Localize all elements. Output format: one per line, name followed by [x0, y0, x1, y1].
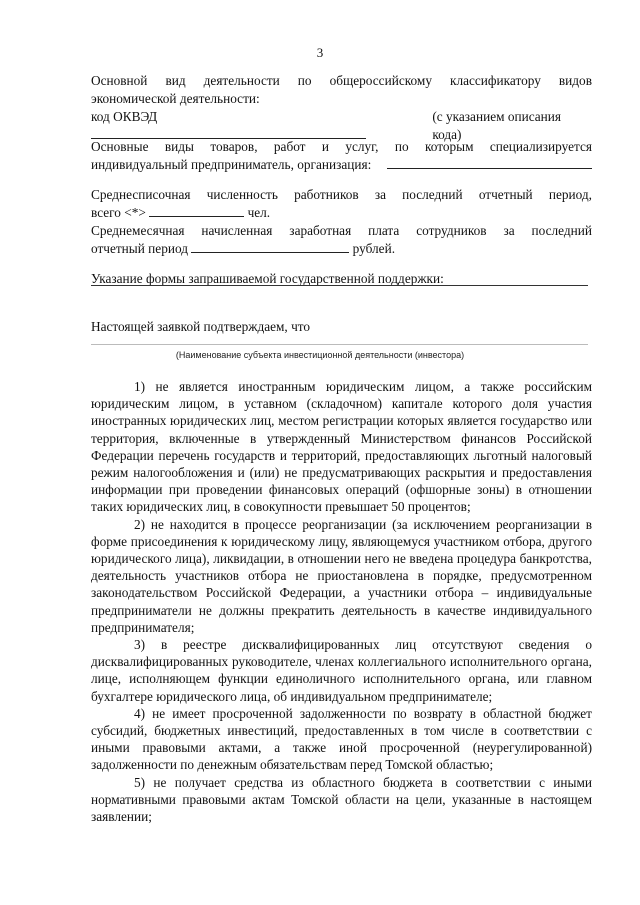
okved-line-2: экономической деятельности: [91, 91, 260, 106]
goods-line-2-row [91, 156, 592, 174]
investor-name-field[interactable] [91, 344, 588, 345]
goods-field[interactable] [387, 156, 592, 169]
staff-total-row [91, 204, 592, 222]
support-field[interactable] [91, 285, 588, 286]
page-number: 3 [316, 45, 324, 60]
goods-line-2: индивидуальный предприниматель, организация: [91, 157, 372, 172]
staff-section [91, 186, 592, 258]
salary-prefix: отчетный период [91, 241, 188, 256]
support-label: Указание формы запрашиваемой государственной поддержки: [91, 271, 444, 286]
list-item: 3) в реестре дисквалифицированных лиц отсутствуют сведения о дисквалифицированных руководителе, членах коллегиального исполнительного органа, лице, исполняющем функции единоличного исполнительного органа, или главном бухгалтере юридического лица, об индивидуальном предпринимателе; [91, 637, 592, 704]
okved-code-label: код ОКВЭД [91, 109, 158, 124]
staff-line-1: Среднесписочная численность работников за последний отчетный период, [91, 187, 592, 202]
okved-code-hint: (с указанием описания кода) [432, 109, 562, 142]
list-item: 4) не имеет просроченной задолженности по возврату в областной бюджет субсидий, бюджетных инвестиций, предоставленных в том числе в соответствии с иными правовыми актами, а также иной просроченной (неурегулированной) задолженности по денежным обязательствам перед Томской областью; [91, 705, 592, 773]
staff-total-field[interactable] [149, 204, 244, 217]
okved-line-1: Основной вид деятельности по общероссийскому классификатору видов [91, 73, 592, 88]
staff-total-prefix: всего <*> [91, 205, 146, 220]
goods-section [91, 138, 592, 174]
salary-field[interactable] [191, 240, 349, 253]
list-item: 5) не получает средства из областного бюджета в соответствии с иными нормативными правовыми актам Томской области на цели, указанные в настоящем заявлении; [91, 774, 592, 825]
staff-total-unit: чел. [247, 205, 271, 220]
conditions-list [91, 378, 592, 825]
list-item: 2) не находится в процессе реорганизации (за исключением реорганизации в форме присоединения к юридическому лицу, являющемуся участником отбора, другого юридического лица), ликвидации, в отношении него не введена процедура банкротства, деятельность участников отбора не приостановлена в порядке, предусмотренном законодательством Российской Федерации, а участники отбора – индивидуальные предприниматели не должны прекратить деятельность в качестве индивидуального предпринимателя; [91, 516, 592, 635]
investor-name-caption: (Наименование субъекта инвестиционной деятельности (инвестора) [175, 350, 465, 360]
list-item: 1) не является иностранным юридическим лицом, а также российским юридическим лицом, в уставном (складочном) капитале которого доля участия иностранных юридических лиц, местом регистрации которых является государство или территория, включенные в утвержденный Министерством финансов Российской Федерации перечень государств и территорий, предоставляющих льготный налоговый режим налогообложения и (или) не предусматривающих раскрытия и предоставления информации при проведении финансовых операций (офшорные зоны) в отношении таких юридических лиц, в совокупности превышает 50 процентов; [91, 379, 592, 515]
salary-unit: рублей. [352, 241, 396, 256]
goods-line-1: Основные виды товаров, работ и услуг, по которым специализируется [91, 139, 592, 154]
salary-row [91, 240, 592, 258]
confirm-text: Настоящей заявкой подтверждаем, что [91, 319, 311, 334]
salary-line-1: Среднемесячная начисленная заработная плата сотрудников за последний [91, 223, 592, 238]
okved-section [91, 72, 592, 144]
